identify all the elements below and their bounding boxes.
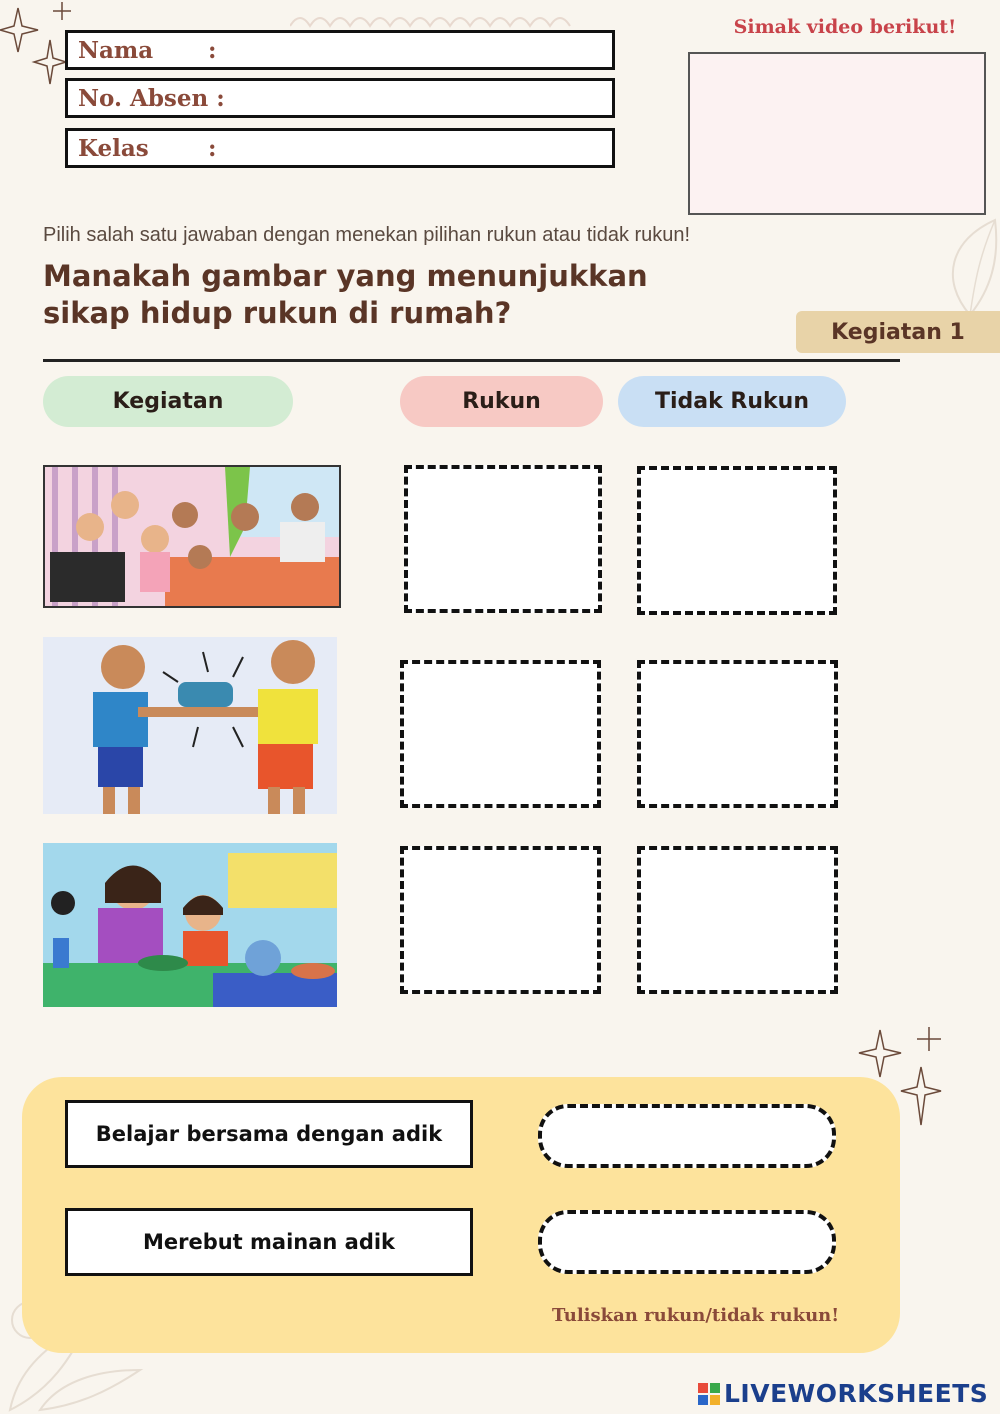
logo-icon — [698, 1383, 720, 1405]
header-tidak-rukun: Tidak Rukun — [618, 376, 846, 427]
answer-input-2[interactable] — [538, 1210, 836, 1274]
image-cooking-together — [43, 843, 337, 1007]
drop-tidak-rukun-3[interactable] — [637, 846, 838, 994]
header-rukun: Rukun — [400, 376, 603, 427]
absen-label: No. Absen : — [78, 84, 225, 112]
kelas-colon: : — [208, 134, 217, 162]
instruction-text: Pilih salah satu jawaban dengan menekan pilihan rukun atau tidak rukun! — [43, 224, 691, 246]
drop-rukun-1[interactable] — [404, 465, 602, 613]
kelas-label: Kelas — [78, 134, 149, 162]
image-family-together — [43, 465, 341, 608]
kelas-field[interactable] — [65, 128, 615, 168]
image-fighting-over-toy — [43, 637, 337, 814]
divider — [43, 359, 900, 362]
video-player[interactable] — [688, 52, 986, 215]
phrase-box-1: Belajar bersama dengan adik — [65, 1100, 473, 1168]
phrase-box-2: Merebut mainan adik — [65, 1208, 473, 1276]
video-title: Simak video berikut! — [733, 16, 957, 38]
name-colon: : — [208, 36, 217, 64]
absen-field[interactable] — [65, 78, 615, 118]
name-label: Nama — [78, 36, 154, 64]
header-kegiatan: Kegiatan — [43, 376, 293, 427]
name-field[interactable] — [65, 30, 615, 70]
brand-name: LIVEWORKSHEETS — [724, 1379, 989, 1408]
leaf-decoration — [930, 210, 1000, 320]
liveworksheets-logo[interactable] — [698, 1379, 988, 1408]
drop-tidak-rukun-2[interactable] — [637, 660, 838, 808]
answer-input-1[interactable] — [538, 1104, 836, 1168]
scallop-decoration — [290, 8, 580, 28]
hint-text: Tuliskan rukun/tidak rukun! — [552, 1305, 840, 1326]
drop-rukun-3[interactable] — [400, 846, 601, 994]
activity-badge: Kegiatan 1 — [796, 311, 1000, 353]
drop-tidak-rukun-1[interactable] — [637, 466, 837, 615]
drop-rukun-2[interactable] — [400, 660, 601, 808]
question-title: Manakah gambar yang menunjukkan sikap hidup rukun di rumah? — [43, 259, 648, 330]
